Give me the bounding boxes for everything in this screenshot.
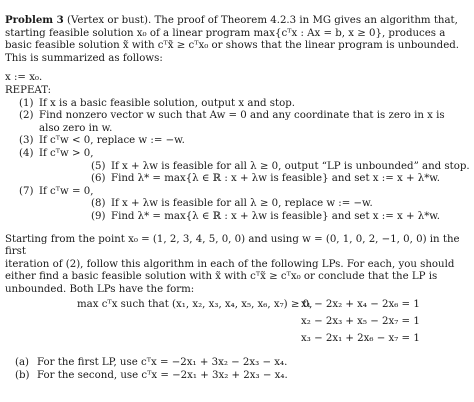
algorithm-step-continuation: also zero in w. [39,122,113,134]
intro-line: basic feasible solution x̃ with cᵀx̃ ≥ cᵀx₀ or shows that the linear program is unbounded. [5,40,459,52]
lp-constraint: x₁ − 2x₂ + x₄ − 2x₆ = 1 [301,299,420,311]
problem-intro [5,14,471,65]
task-line: Starting from the point x₀ = (1, 2, 3, 4, 5, 0, 0) and using w = (0, 1, 0, 2, −1, 0, 0) in the first [5,233,460,258]
lp-objective: max cᵀx such that (x₁, x₂, x₃, x₄, x₅, x₆, x₇) ≥ 0, [77,299,313,311]
intro-line: starting feasible solution x₀ of a linear program max{cᵀx : Ax = b, x ≥ 0}, produces a [5,27,446,39]
question-part-a: (a) For the first LP, use cᵀx = −2x₁ + 3x₂ − 2x₃ − x₄. [15,357,288,369]
algorithm-step: (4) If cᵀw > 0, [19,147,94,159]
algorithm-step: (1) If x is a basic feasible solution, output x and stop. [19,97,295,109]
intro-line: This is summarized as follows: [5,52,163,64]
question-part-b: (b) For the second, use cᵀx = −2x₁ + 3x₂ + 2x₃ − x₄. [15,370,288,382]
lp-form [5,299,471,351]
algorithm-init: x := x₀. [5,72,43,84]
algorithm-step: (2) Find nonzero vector w such that Aw = 0 and any coordinate that is zero in x is [19,110,445,122]
task-line: iteration of (2), follow this algorithm in each of the following LPs. For each, you should [5,258,455,270]
algorithm-steps [5,98,471,224]
algorithm-substep: (9) Find λ* = max{λ ∈ ℝ : x + λw is feasible} and set x := x + λ*w. [91,210,441,222]
problem-title: Problem 3 [5,14,64,26]
algorithm-substep: (5) If x + λw is feasible for all λ ≥ 0, output “LP is unbounded” and stop. [91,160,470,172]
algorithm-substep: (8) If x + λw is feasible for all λ ≥ 0, replace w := −w. [91,198,373,210]
algorithm-step: (3) If cᵀw < 0, replace w := −w. [19,135,185,147]
lp-constraint: x₃ − 2x₁ + 2x₆ − x₇ = 1 [301,333,420,345]
repeat-label: REPEAT: [5,84,52,96]
algorithm-substep: (6) Find λ* = max{λ ∈ ℝ : x + λw is feasible} and set x := x + λ*w. [91,173,441,185]
algorithm-step: (7) If cᵀw = 0, [19,185,94,197]
lp-constraint: x₂ − 2x₃ + x₅ − 2x₇ = 1 [301,316,420,328]
task-line: unbounded. Both LPs have the form: [5,283,195,295]
intro-line: The proof of Theorem 4.2.3 in MG gives an algorithm that, [154,15,458,26]
task-paragraph [5,234,471,297]
problem-document [5,14,471,383]
problem-subtitle: (Vertex or bust). [66,15,152,26]
task-line: either find a basic feasible solution with x̃ with cᵀx̃ ≥ cᵀx₀ or conclude that the LP is [5,271,438,283]
